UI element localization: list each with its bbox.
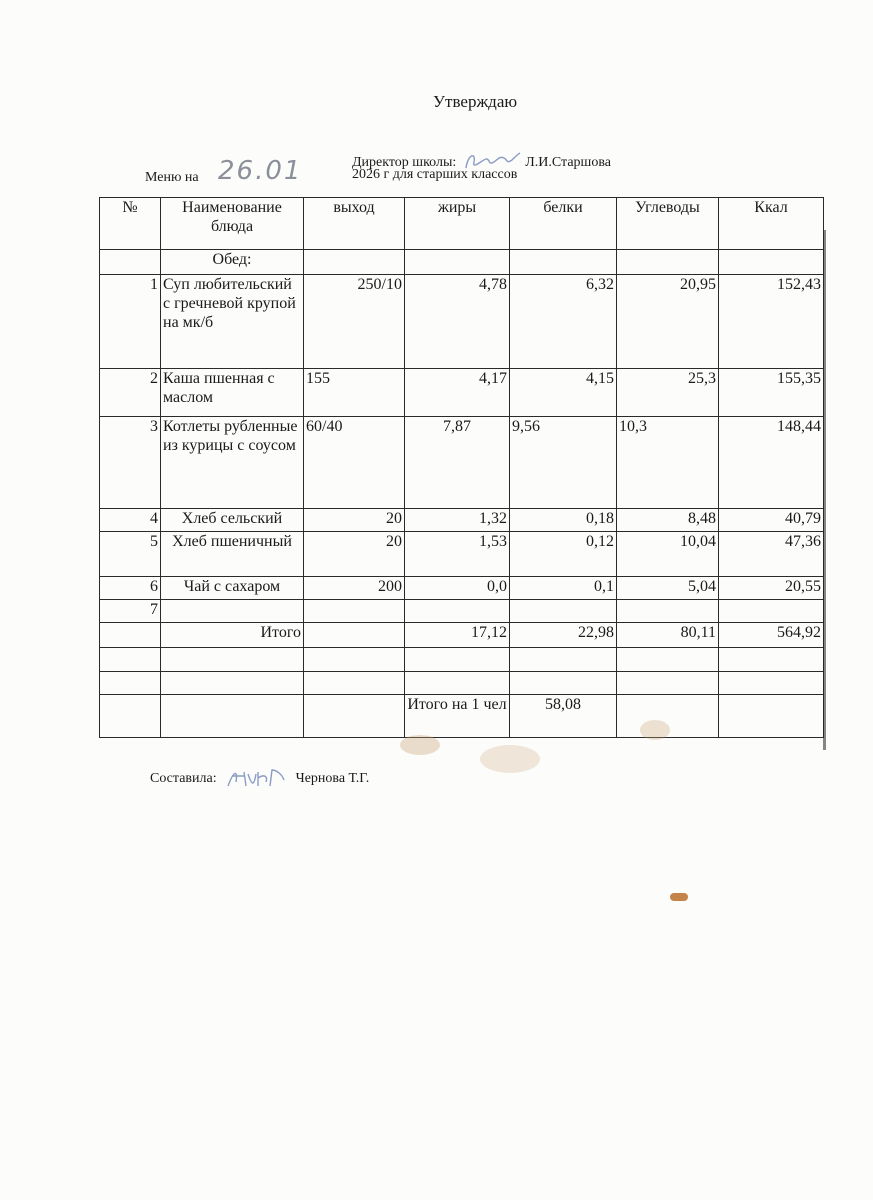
dish-name: Хлеб пшеничный — [161, 532, 304, 577]
per-person-row — [100, 695, 824, 738]
director-name: Л.И.Старшова — [525, 155, 611, 170]
composed-name: Чернова Т.Г. — [295, 771, 370, 786]
col-header-name: Наименование блюда — [161, 198, 304, 250]
dish-name: Каша пшенная с маслом — [161, 369, 304, 417]
dish-name: Суп любительский с гречневой крупой на мк/б — [161, 275, 304, 369]
stain-mark — [670, 893, 688, 901]
total-row: Итого 17,12 22,98 80,11 564,92 — [100, 623, 824, 648]
scan-edge-right — [823, 230, 826, 750]
empty-row — [100, 672, 824, 695]
year-line: 2026 г для старших классов — [352, 167, 518, 182]
table-row: 2 Каша пшенная с маслом 155 4,17 4,15 25,3 155,35 — [100, 369, 824, 417]
empty-row — [100, 648, 824, 672]
col-header-protein: белки — [510, 198, 617, 250]
stain-mark — [640, 720, 670, 740]
total-label: Итого — [161, 623, 304, 648]
approve-heading: Утверждаю — [433, 92, 518, 111]
dish-name: Котлеты рубленные из курицы с соусом — [161, 417, 304, 509]
table-row: 4 Хлеб сельский 20 1,32 0,18 8,48 40,79 — [100, 509, 824, 532]
table-row: 1 Суп любительский с гречневой крупой на мк/б 250/10 4,78 6,32 20,95 152,43 — [100, 275, 824, 369]
table-row: 6 Чай с сахаром 200 0,0 0,1 5,04 20,55 — [100, 577, 824, 600]
table-header-row — [100, 198, 824, 250]
table-row: 5 Хлеб пшеничный 20 1,53 0,12 10,04 47,36 — [100, 532, 824, 577]
menu-label: Меню на — [145, 170, 199, 185]
dish-name: Чай с сахаром — [161, 577, 304, 600]
col-header-fat: жиры — [405, 198, 510, 250]
composed-line — [150, 766, 369, 790]
col-header-kcal: Ккал — [719, 198, 824, 250]
section-row — [100, 250, 824, 275]
stain-mark — [480, 745, 540, 773]
section-label: Обед: — [161, 250, 304, 275]
menu-date: 26.01 — [218, 156, 303, 186]
per-person-label: Итого на 1 чел — [405, 695, 510, 738]
table-row: 7 — [100, 600, 824, 623]
col-header-number: № — [100, 198, 161, 250]
table-row: 3 Котлеты рубленные из курицы с соусом 60/40 7,87 9,56 10,3 148,44 — [100, 417, 824, 509]
dish-name: Хлеб сельский — [161, 509, 304, 532]
stain-mark — [400, 735, 440, 755]
composed-label: Составила: — [150, 771, 217, 786]
menu-table — [99, 197, 824, 738]
director-label: Директор школы: — [352, 155, 457, 170]
per-person-value: 58,08 — [510, 695, 617, 738]
col-header-carbs: Углеводы — [617, 198, 719, 250]
col-header-output: выход — [304, 198, 405, 250]
composer-signature — [224, 766, 288, 790]
